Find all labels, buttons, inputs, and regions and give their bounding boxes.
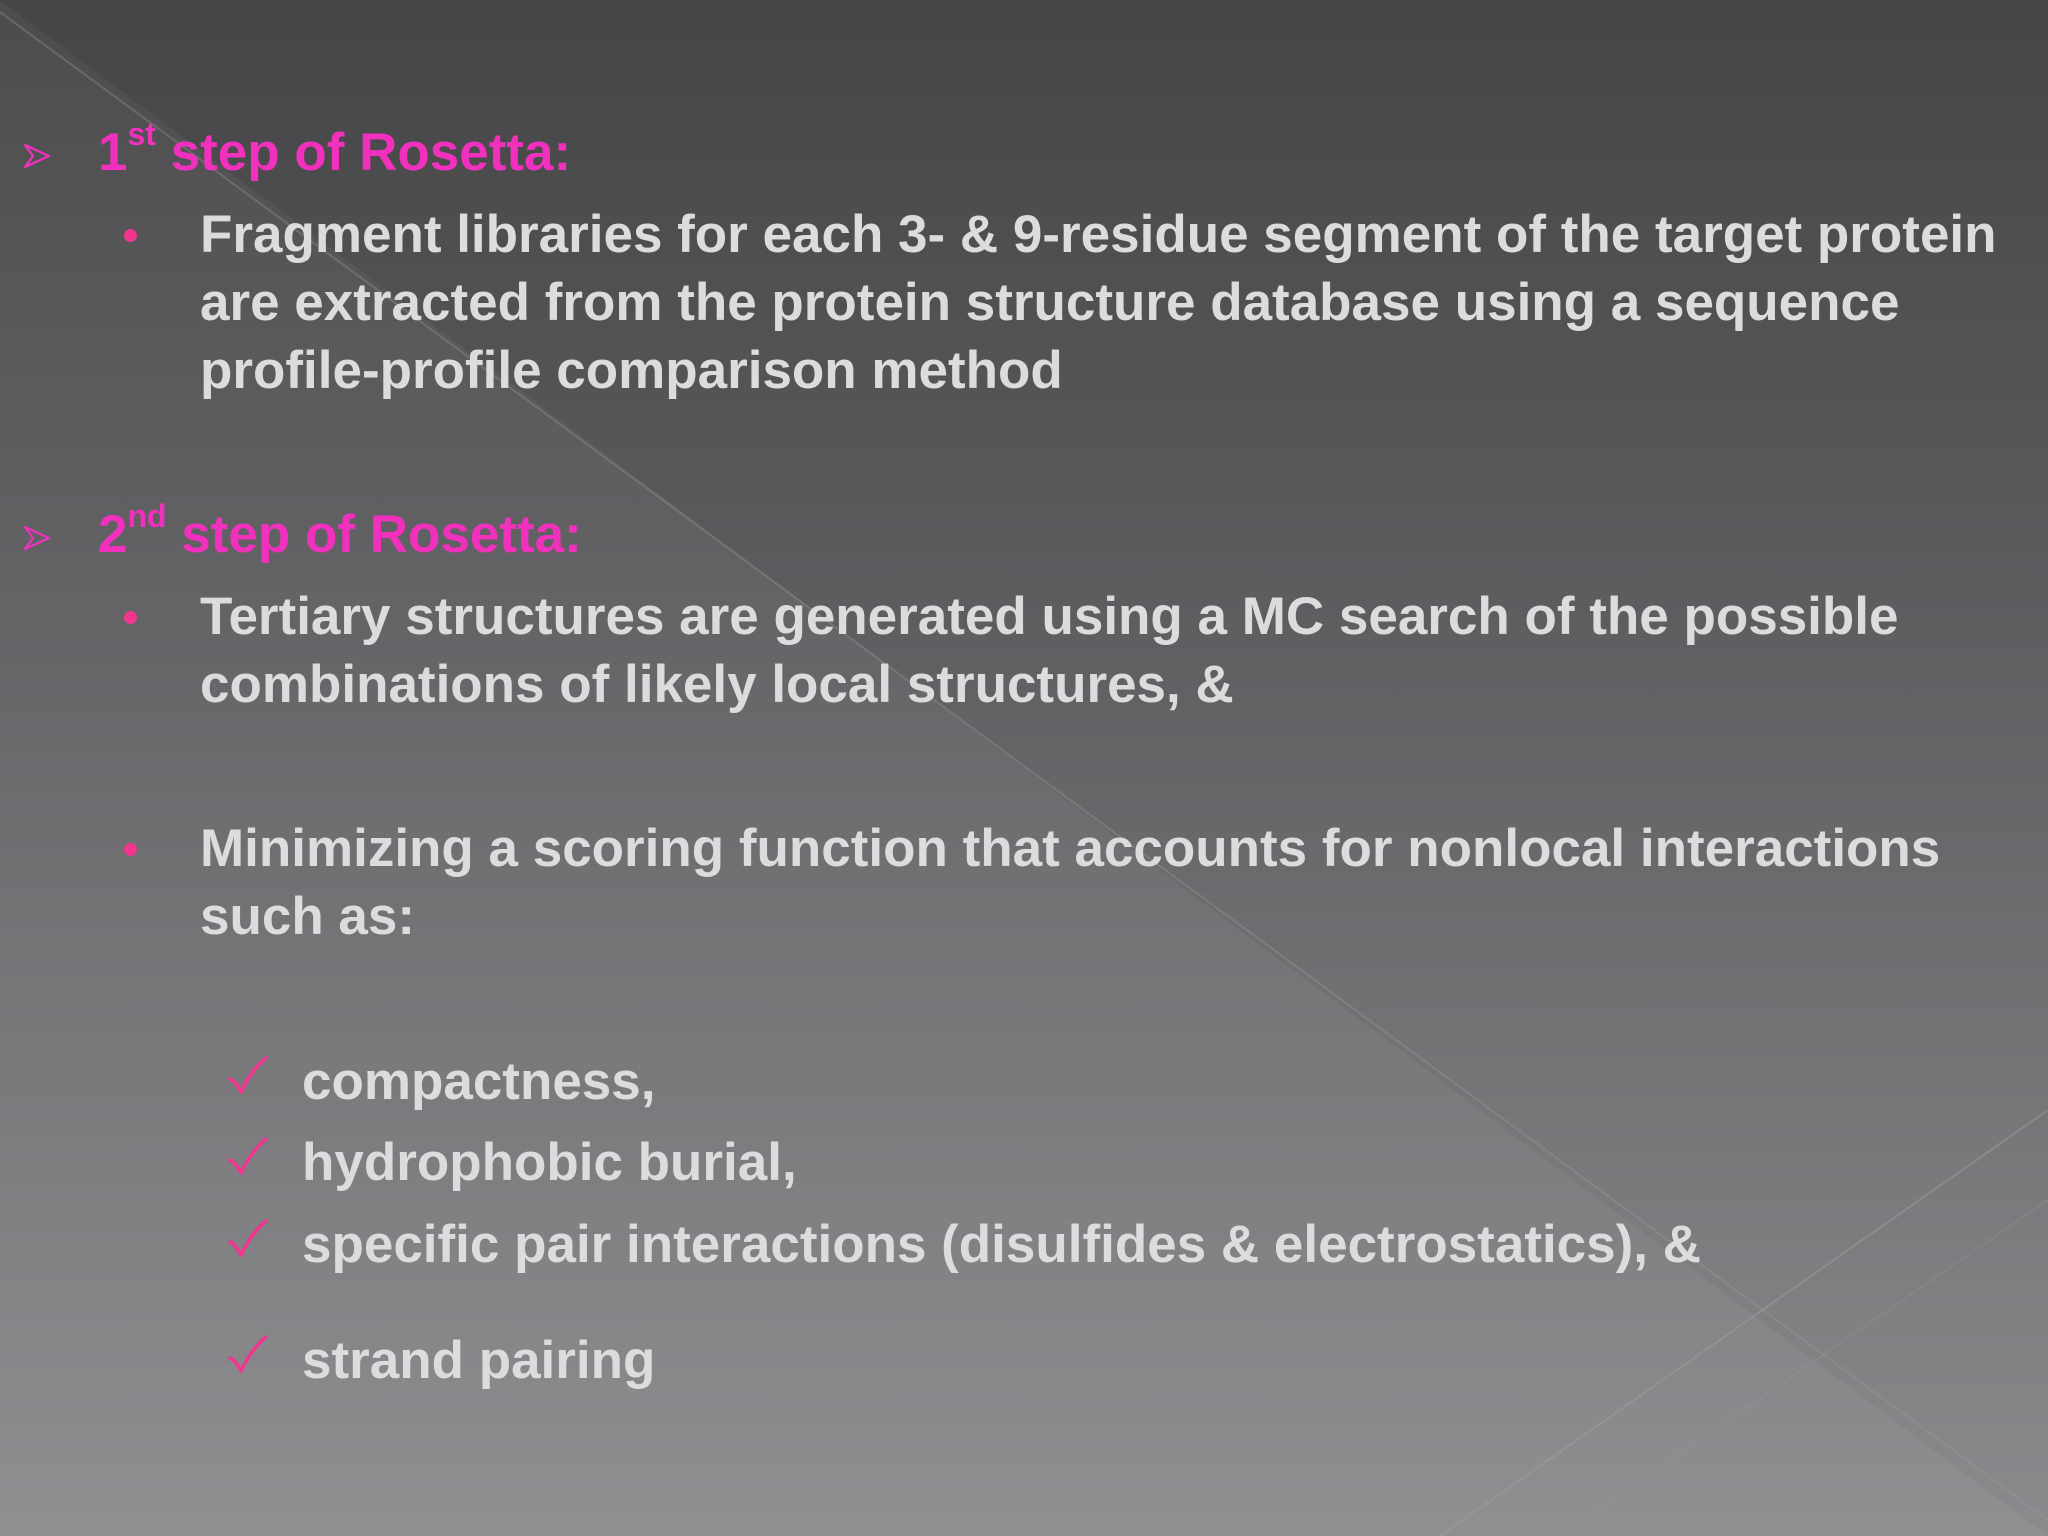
- interaction-item: [0, 1326, 2048, 1396]
- interaction-item-text: hydrophobic burial,: [302, 1133, 797, 1192]
- step-1-point-1-text: Fragment libraries for each 3- & 9-residue segment of the target protein are extracted from the protein structure database using a sequence profile-profile comparison method: [200, 205, 1997, 400]
- dot-bullet-icon: [124, 611, 137, 624]
- step-1-ordinal-suffix: st: [127, 116, 156, 153]
- step-2-ordinal-suffix: nd: [127, 498, 167, 535]
- arrowhead-bullet-icon: [22, 141, 52, 171]
- checkmark-icon: [226, 1136, 270, 1180]
- checkmark-icon: [226, 1218, 270, 1262]
- checkmark-icon: [226, 1334, 270, 1378]
- step-2-heading: 2nd step of Rosetta:: [98, 498, 582, 564]
- interaction-item: [0, 1210, 2048, 1280]
- interaction-item-text: compactness,: [302, 1052, 656, 1111]
- interaction-item-text: strand pairing: [302, 1331, 656, 1390]
- interaction-item-text: specific pair interactions (disulfides & electrostatics), &: [302, 1215, 1702, 1274]
- arrowhead-bullet-icon: [22, 523, 52, 553]
- step-2-point-1-text: Tertiary structures are generated using a MC search of the possible combinations of likely local structures, &: [200, 587, 1899, 714]
- interaction-item: [0, 1128, 2048, 1198]
- dot-bullet-icon: [124, 843, 137, 856]
- interaction-item: [0, 1047, 2048, 1117]
- checkmark-icon: [226, 1055, 270, 1099]
- dot-bullet-icon: [124, 229, 137, 242]
- step-1-heading: 1st step of Rosetta:: [98, 116, 572, 182]
- step-2-point-2-text: Minimizing a scoring function that accounts for nonlocal interactions such as:: [200, 819, 1941, 946]
